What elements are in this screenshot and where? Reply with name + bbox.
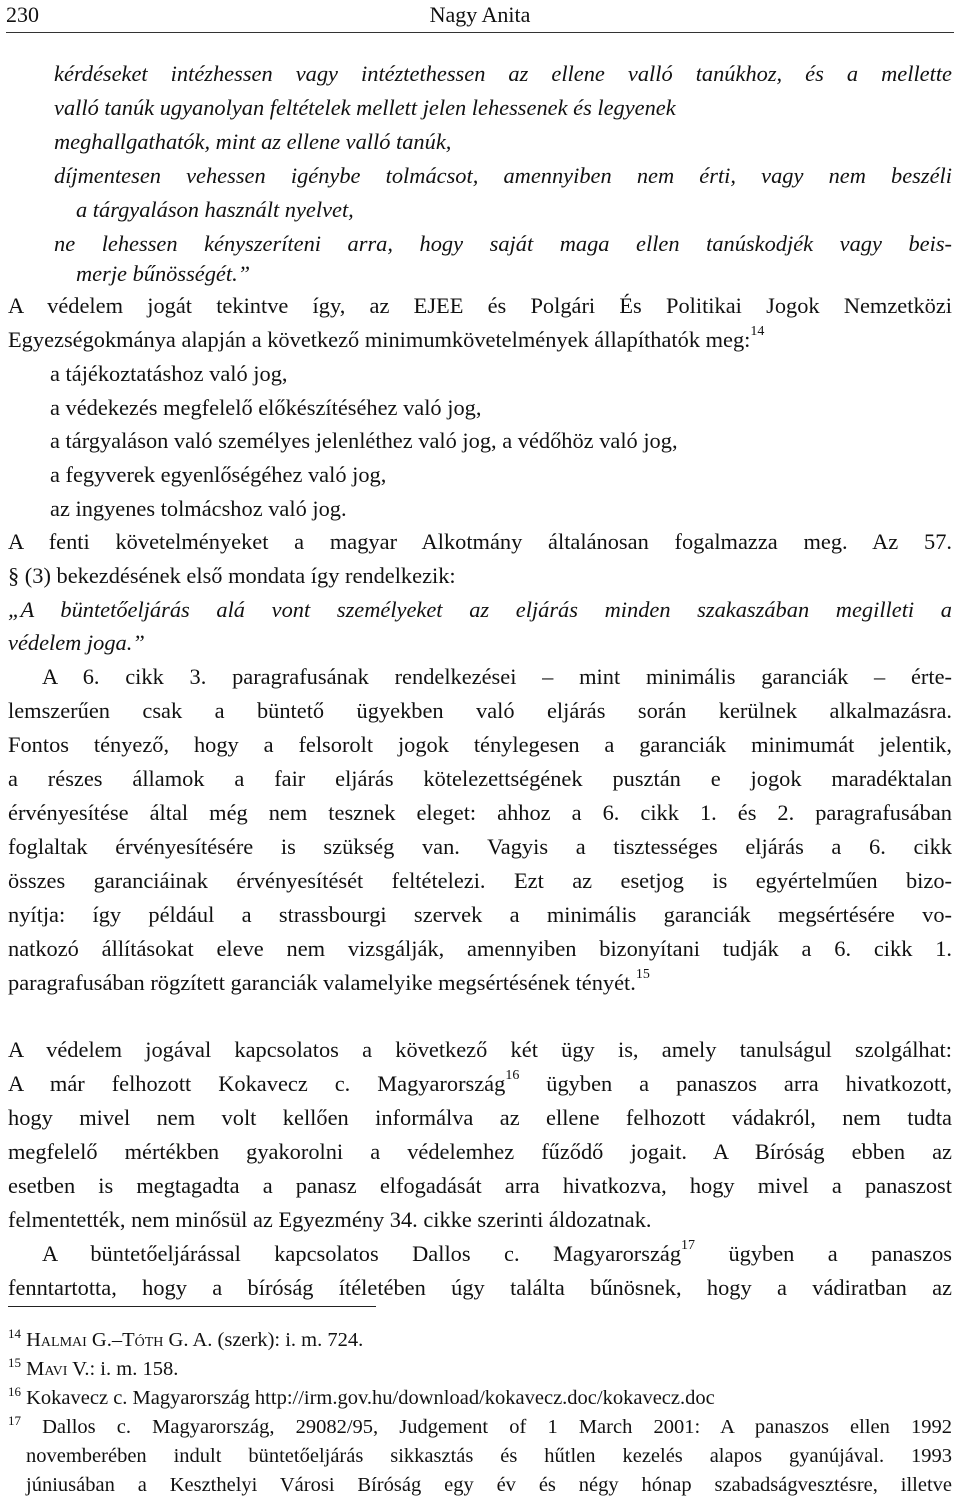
footnote-continuation: júniusában a Keszthelyi Városi Bíróság egy év és négy hónap szabadságvesztésre, illetve: [26, 1474, 952, 1496]
body-line: A büntetőeljárással kapcsolatos Dallos c. Magyarország$^{17}$ ügyben a panaszos: [42, 1238, 952, 1266]
body-line: esetben is megtagadta a panasz elfogadását arra hivatkozva, hogy mivel a panaszost: [8, 1173, 952, 1198]
quote-line: „A büntetőeljárás alá vont személyeket az eljárás minden szakaszában megilleti a: [8, 597, 952, 622]
body-line: hogy mivel nem volt kellően informálva az ellene felhozott vádakról, nem tudta: [8, 1105, 952, 1130]
list-item: a tárgyaláson való személyes jelenléthez való jog, a védőhöz való jog,: [50, 428, 678, 453]
footnote-continuation: novemberében indult büntetőeljárás sikkasztás és hűtlen kezelés alapos gyanújával. 1993: [26, 1445, 952, 1467]
quote-line: merje bűnösségét.”: [76, 261, 251, 286]
list-item: a védekezés megfelelő előkészítéséhez való jog,: [50, 395, 482, 420]
body-line: felmentették, nem minősül az Egyezmény 34. cikke szerinti áldozatnak.: [8, 1207, 652, 1232]
body-line: nyítja: így például a strassbourgi szervek a minimális garanciák megsértésére vo-: [8, 902, 952, 927]
body-line: A fenti követelményeket a magyar Alkotmány általánosan fogalmazza meg. Az 57.: [8, 529, 952, 554]
body-line: Egyezségokmánya alapján a következő minimumkövetelmények állapíthatók meg:$^{14}$: [8, 324, 765, 352]
body-line: megfelelő mértékben gyakorolni a védelemhez fűződő jogait. A Bíróság ebben az: [8, 1139, 952, 1164]
quote-line: kérdéseket intézhessen vagy intéztethessen az ellene valló tanúkhoz, és a mellette: [54, 61, 952, 86]
quote-line: díjmentesen vehessen igénybe tolmácsot, amennyiben nem érti, vagy nem beszéli: [54, 163, 952, 188]
body-line: foglaltak érvényesítésére is szükség van. Vagyis a tisztességes eljárás a 6. cikk: [8, 834, 952, 859]
body-line: lemszerűen csak a büntető ügyekben való eljárás során kerülnek alkalmazásra.: [8, 698, 952, 723]
footnote: $^{15}$ Mavi V.: i. m. 158.: [8, 1355, 179, 1380]
quote-line: védelem joga.”: [8, 630, 145, 655]
list-item: a tájékoztatáshoz való jog,: [50, 361, 288, 386]
footnote-ref: 17: [681, 1238, 696, 1253]
footnote-ref: 16: [505, 1068, 520, 1083]
footnote-separator: [8, 1306, 376, 1307]
running-title: Nagy Anita: [429, 2, 531, 27]
body-line: érvényesítése által még nem tesznek eleget: ahhoz a 6. cikk 1. és 2. paragrafusában: [8, 800, 952, 825]
footnote: $^{17}$ Dallos c. Magyarország, 29082/95, Judgement of 1 March 2001: A panaszos ellen 1992: [8, 1413, 953, 1438]
footnote: $^{14}$ Halmai G.–Tóth G. A. (szerk): i. m. 724.: [8, 1326, 364, 1351]
page-number: 230: [6, 2, 39, 27]
body-line: fenntartotta, hogy a bíróság ítéletében úgy találta bűnösnek, hogy a vádiratban az: [8, 1275, 952, 1300]
footnote-ref: 14: [750, 324, 765, 339]
list-item: a fegyverek egyenlőségéhez való jog,: [50, 462, 387, 487]
body-line: natkozó állításokat eleve nem vizsgálják, amennyiben bizonyítani tudják a 6. cikk 1.: [8, 936, 952, 961]
body-line: összes garanciáinak érvényesítését feltételezi. Ezt az esetjog is egyértelműen bizo-: [8, 868, 952, 893]
body-line: paragrafusában rögzített garanciák valamelyike megsértésének tényét.$^{15}$: [8, 967, 650, 995]
footnote-ref: 15: [635, 967, 650, 982]
footnote: $^{16}$ Kokavecz c. Magyarország http://irm.gov.hu/download/kokavecz.doc/kokavecz.doc: [8, 1384, 715, 1409]
body-line: A védelem jogával kapcsolatos a következő két ügy is, amely tanulságul szolgálhat:: [8, 1037, 952, 1062]
quote-line: ne lehessen kényszeríteni arra, hogy saját maga ellen tanúskodjék vagy beis-: [54, 231, 952, 256]
body-line: A 6. cikk 3. paragrafusának rendelkezései – mint minimális garanciák – érte-: [42, 664, 952, 689]
body-line: A már felhozott Kokavecz c. Magyarország$^{16}$ ügyben a panaszos arra hivatkozott,: [8, 1068, 952, 1096]
page-header: [6, 0, 954, 33]
body-line: Fontos tényező, hogy a felsorolt jogok ténylegesen a garanciák minimumát jelentik,: [8, 732, 952, 757]
quote-line: valló tanúk ugyanolyan feltételek mellett jelen lehessenek és legyenek: [54, 95, 676, 120]
body-line: A védelem jogát tekintve így, az EJEE és Polgári És Politikai Jogok Nemzetközi: [8, 293, 952, 318]
quote-line: a tárgyaláson használt nyelvet,: [76, 197, 354, 222]
body-line: § (3) bekezdésének első mondata így rendelkezik:: [8, 563, 456, 588]
list-item: az ingyenes tolmácshoz való jog.: [50, 496, 347, 521]
body-line: a részes államok a fair eljárás kötelezettségének pusztán e jogok maradéktalan: [8, 766, 952, 791]
quote-line: meghallgathatók, mint az ellene valló tanúk,: [54, 129, 452, 154]
